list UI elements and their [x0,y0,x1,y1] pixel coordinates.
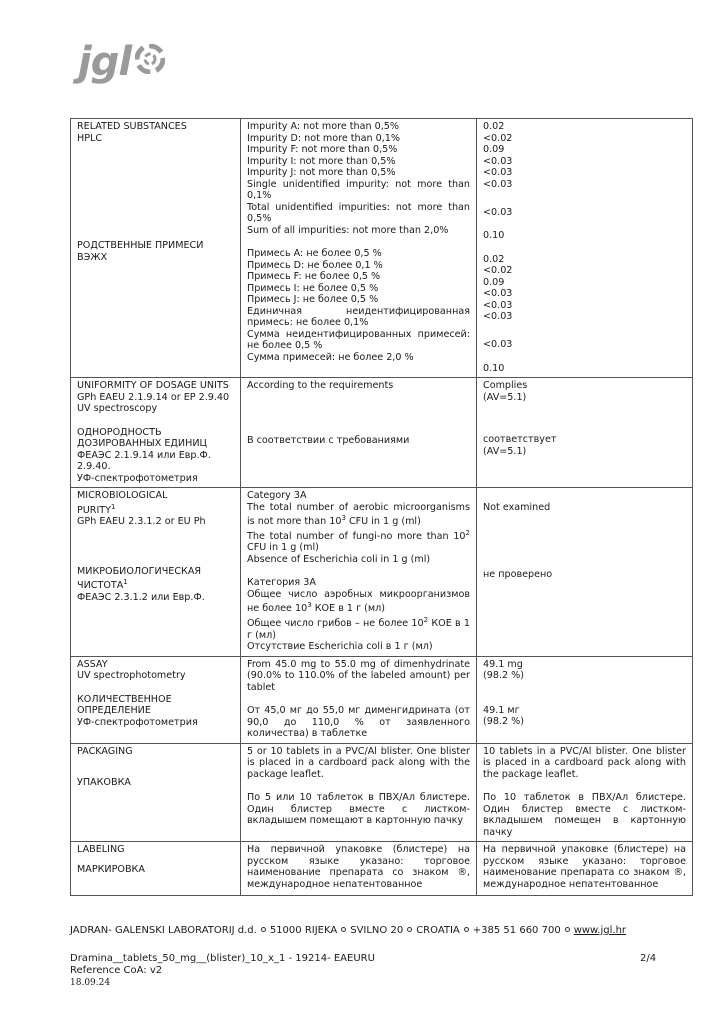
result-line: 0.10 [483,230,505,241]
result-text: 10 tablets in a PVC/Al blister. One blister is placed in a cardboard pack along with the package leaflet. [483,745,686,780]
test-name-en: UNIFORMITY OF DOSAGE UNITS [77,380,229,391]
fungi-text: Общее число грибов – не более 10 [247,618,424,630]
test-name-en: RELATED SUBSTANCES [77,121,187,132]
spec-line: Total unidentified impurities: not more than 0,5% [247,201,470,224]
reference-coa: Reference CoA: v2 [70,965,163,976]
spec-line: Single unidentified impurity: not more than 0,1% [247,178,470,201]
spec-line: Примесь A: не более 0,5 % [247,248,382,259]
test-name-ru: МАРКИРОВКА [77,863,145,875]
exponent: 3 [341,514,346,522]
exponent: 2 [465,528,470,537]
method-ru: ФЕАЭС 2.1.9.14 или Евр.Ф. 2.9.40. [77,449,211,472]
test-name-en: PACKAGING [77,745,133,757]
spec-line: Сумма примесей: не более 2,0 % [247,351,414,363]
result-line: 0.02 [483,121,505,132]
spec-line: Единичная неидентифицированная примесь: не более 0,1% [247,305,470,328]
test-name-ru-part: ЧИСТОТА [77,580,124,592]
test-name-cell [71,119,241,378]
specification-table [70,118,693,896]
aerobic-limit [247,502,470,528]
fungi-unit: КОЕ в 1 г (мл) [247,618,470,641]
specification-cell [241,743,477,842]
result-cell [477,488,693,657]
footnote-mark: 1 [123,578,128,587]
specification-cell [241,656,477,743]
specification-cell [241,842,477,896]
result-line: 0.02 [483,253,505,265]
method-ru: УФ-спектрофотометрия [77,472,198,484]
ecoli-limit: Отсутствие Escherichia coli в 1 г (мл) [247,641,433,653]
result-line: 0.09 [483,276,505,288]
spec-line: Примесь I: не более 0,5 % [247,282,379,294]
website-link[interactable]: www.jgl.hr [573,925,627,936]
result-line: 0.10 [483,362,505,374]
bullet-icon [341,927,346,932]
page-number: 2/4 [640,953,657,964]
result-line: <0.03 [483,299,513,311]
result-wrap [483,844,686,894]
spec-text: According to the requirements [247,380,394,391]
result-line: (98.2 %) [483,670,525,682]
spec-wrap [247,844,470,894]
fungi-text: The total number of fungi-no more than 10 [247,530,466,542]
spec-line: Impurity J: not more than 0,5% [247,167,396,178]
company-name: JADRAN- GALENSKI LABORATORIJ d.d. [70,925,257,936]
result-line: <0.02 [483,132,513,144]
test-name-en: LABELING [77,844,125,856]
category-text: Категория 3А [247,577,316,589]
result-line: (AV=5.1) [483,445,527,457]
test-name-ru: РОДСТВЕННЫЕ ПРИМЕСИ [77,240,204,251]
bullet-icon [464,927,469,932]
result-spacer [483,190,686,202]
spec-text: От 45,0 мг до 55,0 мг дименгидрината (от 90,0 до 110,0 % от заявленного количества) в таблетке [247,705,470,740]
row-packaging [71,743,693,842]
spec-line: Impurity F: not more than 0,5% [247,144,398,155]
test-name-cell [71,378,241,488]
specification-cell [241,378,477,488]
fungi-unit: CFU in 1 g (ml) [247,542,319,554]
aerobic-unit: CFU in 1 g (ml) [345,516,421,528]
fungi-limit [247,615,470,641]
row-labeling [71,842,693,896]
result-line: <0.03 [483,311,513,322]
test-name-wrap [77,844,234,894]
result-line: <0.03 [483,167,513,178]
test-name-cell [71,743,241,842]
spec-line: Impurity A: not more than 0,5% [247,121,400,132]
result-line: <0.03 [483,155,513,167]
specification-cell [241,119,477,378]
result-cell [477,743,693,842]
result-line: <0.03 [483,339,513,350]
method-en: GPh EAEU 2.3.1.2 or EU Ph [77,516,206,528]
spec-text: По 5 или 10 таблеток в ПВХ/Ал блистере. Один блистер вместе с листком-вкладышем помещают в картонную пачку [247,792,470,827]
spec-line: Sum of all impurities: not more than 2,0% [247,224,449,236]
result-line: 0.09 [483,144,505,155]
ecoli-limit: Absence of Escherichia coli in 1 g (ml) [247,553,431,565]
result-line: соответствует [483,434,557,445]
row-uniformity [71,378,693,488]
spec-line: Impurity I: not more than 0,5% [247,155,396,167]
result-cell [477,119,693,378]
footnote-mark: 1 [111,502,116,511]
result-text: На первичной упаковке (блистере) на русском языке указано: торговое наименование препарата со знаком ®, международное непатентованное [483,844,686,890]
method-ru: ВЭЖХ [77,251,108,263]
spec-text: 5 or 10 tablets in a PVC/Al blister. One blister is placed in a cardboard pack along with the package leaflet. [247,745,470,780]
logo-text: jgl [78,39,132,85]
result-line: <0.02 [483,265,513,276]
result-text: Not examined [483,502,551,513]
street: SVILNO 20 [350,925,404,936]
result-line: <0.03 [483,178,513,190]
test-name-cell [71,656,241,743]
spec-line: Impurity D: not more than 0,1% [247,132,400,144]
spec-line: Примесь D: не более 0,1 % [247,259,383,271]
test-name-ru: КОЛИЧЕСТВЕННОЕ ОПРЕДЕЛЕНИЕ [77,693,172,717]
row-related-substances [71,119,693,378]
test-name-en-part: PURITY [77,504,112,516]
company-logo [78,39,165,85]
method-en: GPh EAEU 2.1.9.14 or EP 2.9.40 [77,391,230,403]
aerobic-limit [247,589,470,615]
result-line: 49.1 mg [483,658,523,670]
result-line: 49.1 мг [483,704,520,716]
exponent: 2 [423,616,429,625]
spec-line: Примесь J: не более 0,5 % [247,294,379,305]
exponent: 3 [307,601,312,610]
method-ru: УФ-спектрофотометрия [77,716,198,728]
specification-cell [241,488,477,657]
country: CROATIA [416,925,460,936]
spec-text: From 45.0 mg to 55.0 mg of dimenhydrinate (90.0% to 110.0% of the labeled amount) per tablet [247,658,470,693]
category-text: Category 3A [247,490,307,501]
phone: +385 51 660 700 [472,925,561,936]
bullet-icon [565,927,570,932]
test-name-en: ASSAY [77,658,108,670]
document-name: Dramina__tablets_50_mg__(blister)_10_x_1 - 19214- EAEURU [70,953,375,964]
result-spacer [483,323,686,335]
method-en: HPLC [77,132,103,144]
bullet-icon [261,927,266,932]
row-assay [71,656,693,743]
city: 51000 RIJEKA [269,925,338,936]
result-line: <0.03 [483,288,513,299]
test-name-en: MICROBIOLOGICAL [77,490,168,501]
result-line: Complies [483,380,528,391]
result-line: (98.2 %) [483,716,525,728]
test-name-cell [71,488,241,657]
fungi-limit [247,528,470,554]
bullet-icon [407,927,412,932]
test-name-ru-cont [77,577,234,592]
aerobic-text: The total number of aerobic microorganisms is not more than 10 [247,501,470,528]
method-en: UV spectroscopy [77,403,158,414]
logo-swirl-icon [135,44,165,74]
spec-text: На первичной упаковке (блистере) на русском языке указано: торговое наименование препарата со знаком ®, международное непатентованное [247,844,470,890]
test-name-ru: МИКРОБИОЛОГИЧЕСКАЯ [77,565,202,577]
aerobic-unit: КОЕ в 1 г (мл) [311,603,386,615]
result-line: (AV=5.1) [483,391,527,403]
print-date: 18.09.24 [70,978,111,988]
row-microbiological-purity [71,488,693,657]
spec-line: Сумма неидентифицированных примесей: не более 0,5 % [247,328,470,351]
result-text: не проверено [483,568,553,580]
test-name-ru: ОДНОРОДНОСТЬ ДОЗИРОВАННЫХ ЕДИНИЦ [77,426,207,449]
test-name-ru: УПАКОВКА [77,777,131,789]
footer-address [70,925,700,937]
result-line: <0.03 [483,206,513,218]
result-cell [477,656,693,743]
aerobic-text: Общее число аэробных микроорганизмов не более 10 [247,588,470,615]
method-ru: ФЕАЭС 2.3.1.2 или Евр.Ф. [77,591,205,603]
spec-line: Примесь F: не более 0,5 % [247,271,381,282]
test-name-cell [71,842,241,896]
spec-text: В соответствии с требованиями [247,434,410,446]
result-cell [477,842,693,896]
test-name-en-cont [77,502,234,517]
result-text: По 10 таблеток в ПВХ/Ал блистере. Один блистер вместе с листком-вкладышем помещен в картонную пачку [483,792,686,838]
result-cell [477,378,693,488]
method-en: UV spectrophotometry [77,670,186,682]
